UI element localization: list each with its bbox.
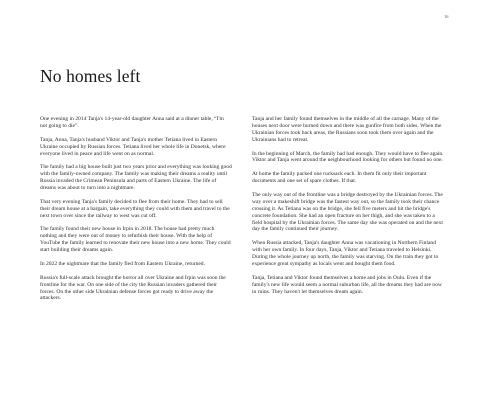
paragraph: At home the family packed one rucksack each. In them fit only their important documents and one set of spare clothes. If that. <box>252 171 427 185</box>
article-title: No homes left <box>40 66 141 86</box>
paragraph: Tanja, Anna, Tanja's husband Viktor and Tanja's mother Tetiana lived in Eastern Ukraine occupied by Russian forces. Tetiana lived her whole life in Donetsk, where everyone lived in peace and life went on as normal. <box>40 136 226 157</box>
paragraph: One evening in 2014 Tanja's 14-year-old daughter Anna said at a dinner table, “I'm not going to die”. <box>40 116 224 129</box>
page-number: 16 <box>444 14 449 19</box>
left-column <box>40 116 232 309</box>
paragraph: Tanja, Tetiana and Viktor found themselves a home and jobs in Oulu. Even if the family's new life would seem a normal suburban life, all the dreams they had are now in ruins. They haven't let themselves dream again. <box>252 274 442 295</box>
paragraph: Tanja and her family found themselves in the middle of all the carnage. Many of the houses next door were burned down and there was gunfire from both sides. When the Ukrainian forces took back areas, the Russians soon took them over again and the Ukrainians had to retreat. <box>252 116 442 143</box>
paragraph: The family found their new house in Irpin in 2018. The house had pretty much nothing and they were out of money to refurbish their house. With the help of YouTube the family learned to renovate their new house into a new home. They could start building their dreams again. <box>40 226 231 254</box>
paragraph: That very evening Tanja's family decided to flee from their home. They had to sell their dream house at a bargain, take everything they could with them and travel to the next town over since the railway to west was cut off. <box>40 198 230 219</box>
right-column <box>252 116 444 302</box>
paragraph: In 2022 the nightmare that the family fled from Eastern Ukraine, returned. <box>40 260 205 267</box>
paragraph: The family had a big house built just two years prior and everything was looking good with the family-owned company. The family was making their dreams a reality until Russia invaded the Crimean Peninsula and parts of Eastern Ukraine. The life of dreams was about to turn into a nightmare. <box>40 164 232 192</box>
paragraph: The only way out of the frontline was a bridge destroyed by the Ukrainian forces. The way over a makeshift bridge was the fastest way out, so the family took their chance crossing it. As Tetiana was on the bridge, she fell five meters and hit the bridge's concrete foundation. She had an open fracture on her thigh, and she was taken to a field hospital by the Ukrainian forces. The same day she was operated on and the next day the family continued their journey. <box>252 191 443 233</box>
paragraph: When Russia attacked, Tanja's daughter Anna was vacationing in Northern Finland with her own family. In four days, Tanja, Viktor and Tetiana traveled to Helsinki. During the whole journey up north, the family was starving. On the train they got to experience great sympathy as locals went and bought them food. <box>252 240 439 267</box>
paragraph: In the beginning of March, the family had had enough. They would have to flee again. Viktor and Tanja went around the neighbourhood looking for others but found no one. <box>252 150 444 164</box>
paragraph: Russia's full-scale attack brought the horror all over Ukraine and Irpin was soon the frontline for the war. On one side of the city the Russian invaders gathered their forces. On the other side Ukrainian defense forces got ready to drive away the attackers. <box>40 274 226 302</box>
